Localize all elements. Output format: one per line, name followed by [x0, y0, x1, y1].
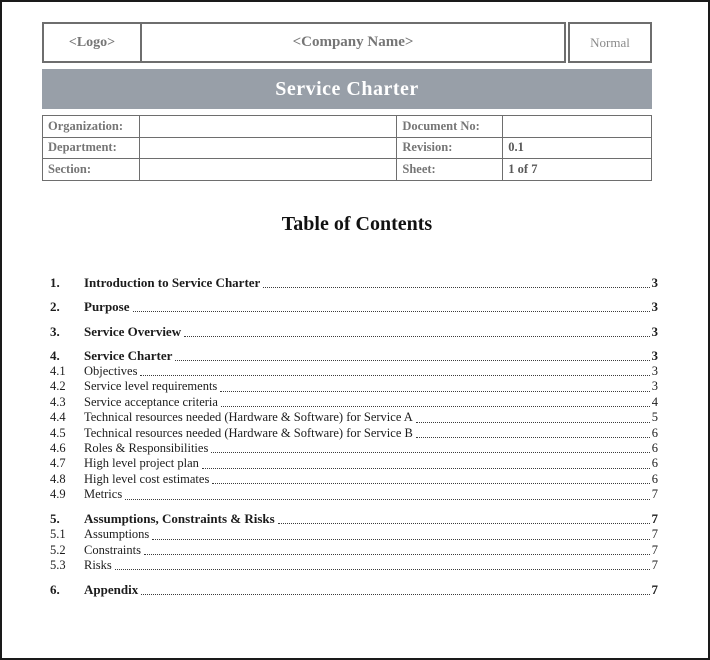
- toc-item-title: High level cost estimates: [84, 471, 210, 486]
- toc-leader-dots: [220, 391, 649, 392]
- toc-leader-dots: [278, 523, 650, 524]
- toc-item-number: 4.7: [50, 456, 66, 471]
- toc-item[interactable]: [42, 364, 658, 379]
- toc-item-page: 3: [651, 299, 658, 314]
- toc-item-number: 4.3: [50, 394, 66, 409]
- toc-item[interactable]: [42, 379, 658, 394]
- revision-value: 0.1: [503, 137, 652, 159]
- toc-item-page: 6: [651, 425, 658, 440]
- toc-item[interactable]: [42, 299, 658, 315]
- toc-item-title: Technical resources needed (Hardware & Software) for Service A: [84, 410, 413, 425]
- toc-item[interactable]: [42, 487, 658, 502]
- header-main-box: [42, 22, 566, 63]
- toc-item-title: Purpose: [84, 299, 130, 314]
- toc-item-title: Service acceptance criteria: [84, 394, 218, 409]
- toc-leader-dots: [221, 406, 650, 407]
- document-title-banner: [42, 69, 652, 109]
- toc-item[interactable]: [42, 395, 658, 410]
- toc-item[interactable]: [42, 511, 658, 527]
- toc-item[interactable]: [42, 426, 658, 441]
- toc-item[interactable]: [42, 527, 658, 542]
- document-no-label: Document No:: [397, 116, 503, 138]
- toc-item-number: 4.2: [50, 379, 66, 394]
- document-header: [42, 22, 652, 63]
- toc-item-page: 6: [651, 456, 658, 471]
- toc-leader-dots: [175, 360, 649, 361]
- toc-item-page: 5: [651, 410, 658, 425]
- sheet-value: 1 of 7: [503, 159, 652, 181]
- toc-item[interactable]: [42, 456, 658, 471]
- toc-leader-dots: [125, 499, 650, 500]
- toc-item-title: Metrics: [84, 487, 123, 502]
- toc-leader-dots: [115, 569, 650, 570]
- toc-leader-dots: [140, 375, 649, 376]
- toc-item[interactable]: [42, 582, 658, 598]
- toc-item-page: 7: [651, 487, 658, 502]
- toc-item-number: 4.4: [50, 410, 66, 425]
- toc-item[interactable]: [42, 558, 658, 573]
- toc-item-title: Assumptions: [84, 527, 150, 542]
- sheet-label: Sheet:: [397, 159, 503, 181]
- toc-item-number: 5.: [50, 511, 60, 527]
- toc-item-number: 4.8: [50, 471, 66, 486]
- toc-item-page: 6: [651, 441, 658, 456]
- toc-heading: Table of Contents: [281, 213, 433, 235]
- document-title: Service Charter: [275, 77, 419, 100]
- toc-item[interactable]: [42, 441, 658, 456]
- info-row-organization: [43, 116, 652, 138]
- toc-leader-dots: [263, 287, 649, 288]
- toc-item-page: 3: [651, 364, 658, 378]
- toc-leader-dots: [212, 483, 649, 484]
- toc-item-title: Objectives: [84, 364, 138, 378]
- style-badge: Normal: [568, 22, 652, 63]
- document-no-value-field[interactable]: [503, 116, 652, 138]
- toc-item-title: Service level requirements: [84, 379, 218, 394]
- toc-item-number: 1.: [50, 274, 60, 290]
- toc-item-title: Assumptions, Constraints & Risks: [84, 511, 275, 527]
- toc-leader-dots: [152, 539, 649, 540]
- logo-placeholder[interactable]: <Logo>: [44, 24, 142, 61]
- toc-leader-dots: [133, 311, 650, 312]
- toc-item-title: Service Overview: [84, 323, 182, 339]
- toc-leader-dots: [184, 336, 649, 337]
- document-info-table: [42, 115, 652, 181]
- toc-item-number: 3.: [50, 323, 60, 339]
- toc-item-title: Appendix: [84, 581, 139, 597]
- toc-leader-dots: [211, 452, 649, 453]
- toc-item-number: 6.: [50, 581, 60, 597]
- toc-item-page: 3: [651, 348, 658, 363]
- toc-item-title: Service Charter: [84, 348, 173, 363]
- toc-leader-dots: [141, 594, 649, 595]
- toc-item-page: 4: [651, 394, 658, 409]
- toc-item[interactable]: [42, 472, 658, 487]
- toc-item-title: Roles & Responsibilities: [84, 441, 209, 456]
- toc-item-number: 4.: [50, 348, 60, 363]
- organization-label: Organization:: [43, 116, 140, 138]
- organization-value-field[interactable]: [139, 116, 397, 138]
- toc-item-title: High level project plan: [84, 456, 199, 471]
- toc-item[interactable]: [42, 275, 658, 291]
- company-name-placeholder[interactable]: <Company Name>: [292, 34, 414, 50]
- toc-item-number: 5.2: [50, 542, 66, 557]
- toc-item-number: 4.6: [50, 441, 66, 456]
- toc-item-page: 3: [651, 379, 658, 394]
- toc-item-title: Introduction to Service Charter: [84, 274, 261, 290]
- toc-item[interactable]: [42, 410, 658, 425]
- info-row-section: [43, 159, 652, 181]
- toc-item-number: 2.: [50, 299, 60, 314]
- toc-item-page: 3: [651, 274, 658, 290]
- toc-item[interactable]: [42, 324, 658, 340]
- toc-leader-dots: [202, 468, 650, 469]
- department-label: Department:: [43, 137, 140, 159]
- toc-item-page: 3: [651, 323, 658, 339]
- toc-item-number: 5.1: [50, 527, 66, 542]
- toc-item-number: 5.3: [50, 557, 66, 572]
- toc-list: [42, 266, 658, 598]
- toc-item-page: 6: [651, 471, 658, 486]
- section-label: Section:: [43, 159, 140, 181]
- toc-item[interactable]: [42, 348, 658, 364]
- toc-leader-dots: [144, 554, 650, 555]
- toc-item-page: 7: [651, 581, 658, 597]
- toc-item-page: 7: [651, 511, 658, 527]
- toc-item-title: Technical resources needed (Hardware & Software) for Service B: [84, 425, 413, 440]
- toc-item-page: 7: [651, 557, 658, 572]
- toc-item-page: 7: [651, 527, 658, 542]
- department-value-field[interactable]: [139, 137, 397, 159]
- section-value-field[interactable]: [139, 159, 397, 181]
- info-row-department: [43, 137, 652, 159]
- toc-item-number: 4.9: [50, 487, 66, 502]
- toc-item-number: 4.5: [50, 425, 66, 440]
- toc-item-number: 4.1: [50, 364, 66, 378]
- toc-leader-dots: [416, 437, 650, 438]
- toc-leader-dots: [416, 422, 650, 423]
- toc-item-title: Risks: [84, 557, 112, 572]
- revision-label: Revision:: [397, 137, 503, 159]
- toc-item-page: 7: [651, 542, 658, 557]
- toc-item-title: Constraints: [84, 542, 141, 557]
- toc-item[interactable]: [42, 543, 658, 558]
